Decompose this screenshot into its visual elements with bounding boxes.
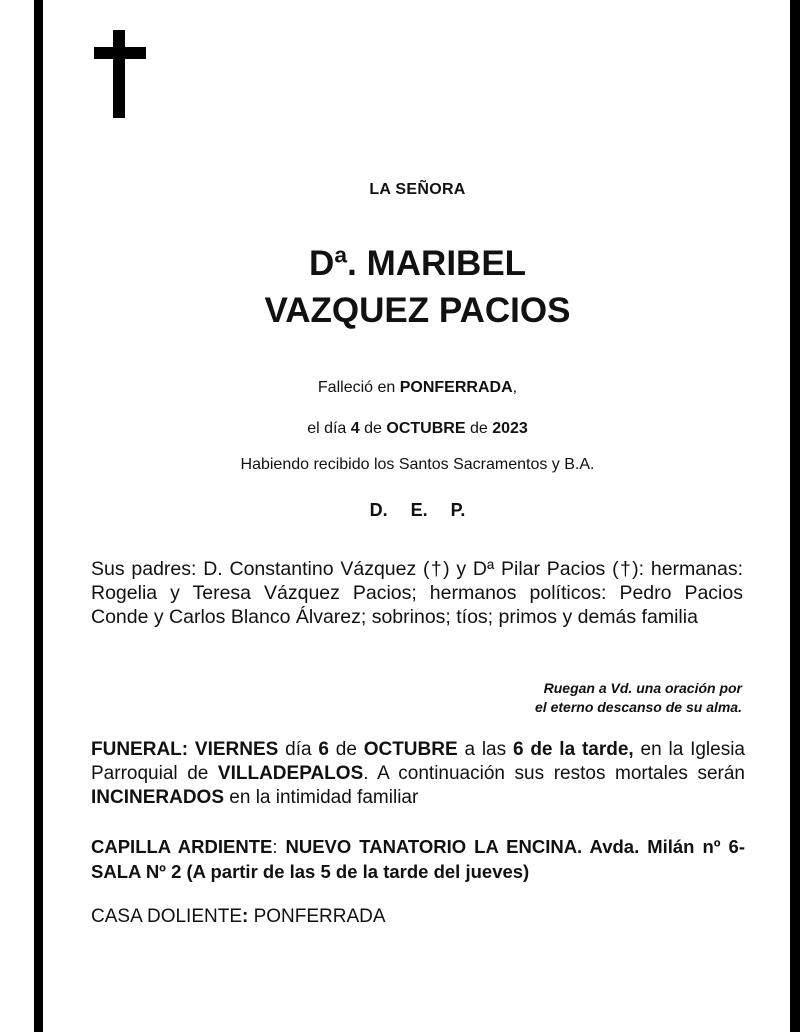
prayer-request: Ruegan a Vd. una oración por el eterno descanso de su alma.: [535, 680, 742, 715]
intro-label: LA SEÑORA: [369, 181, 466, 198]
name-line-2: VAZQUEZ PACIOS: [264, 291, 571, 330]
death-place: Falleció en PONFERRADA,: [317, 379, 518, 396]
family-paragraph: Sus padres: D. Constantino Vázquez (†) y Dª Pilar Pacios (†): hermanas: Rogelia y Teresa Vázquez Pacios; hermanos políticos: Pedro Pacios Conde y Carlos Blanco Álvarez; sobrinos; tíos; primos y demás familia: [91, 558, 743, 628]
cross-icon: [94, 30, 146, 118]
chapel-paragraph: CAPILLA ARDIENTE: NUEVO TANATORIO LA ENCINA. Avda. Milán nº 6- SALA Nº 2 (A partir de las 5 de la tarde del jueves): [91, 836, 745, 882]
sacraments-text: Habiendo recibido los Santos Sacramentos y B.A.: [240, 456, 595, 473]
house-line: CASA DOLIENTE: PONFERRADA: [91, 906, 386, 927]
name-line-1: Dª. MARIBEL: [308, 244, 527, 283]
deceased-name: [90, 240, 745, 334]
left-border: [34, 0, 43, 1032]
dep-text: D. E. P.: [369, 500, 466, 520]
death-date: el día 4 de OCTUBRE de 2023: [307, 420, 528, 437]
right-border: [790, 0, 800, 1032]
funeral-paragraph: FUNERAL: VIERNES día 6 de OCTUBRE a las 6 de la tarde, en la Iglesia Parroquial de VILLADEPALOS. A continuación sus restos mortales serán INCINERADOS en la intimidad familiar: [91, 739, 745, 808]
